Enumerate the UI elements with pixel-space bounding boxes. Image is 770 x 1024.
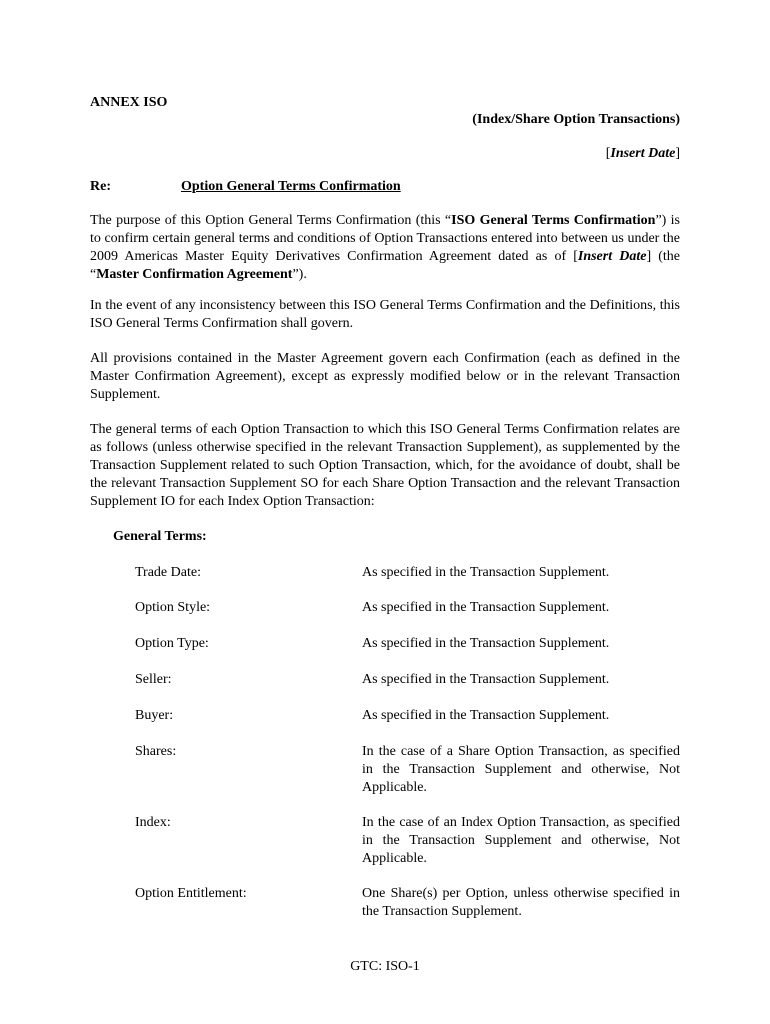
- re-title: Option General Terms Confirmation: [181, 179, 401, 194]
- term-label: Trade Date:: [135, 565, 201, 580]
- term-value: As specified in the Transaction Supplement.: [362, 636, 610, 651]
- term-label: Shares:: [135, 744, 177, 759]
- term-value: As specified in the Transaction Supplement.: [362, 708, 610, 723]
- term-value: As specified in the Transaction Supplement.: [362, 672, 610, 687]
- term-label: Option Style:: [135, 600, 211, 615]
- term-value: In the case of an Index Option Transaction, as specified in the Transaction Supplement and otherwise, Not Applicable.: [362, 815, 680, 866]
- term-value: One Share(s) per Option, unless otherwise specified in the Transaction Supplement.: [362, 886, 680, 919]
- term-label: Option Entitlement:: [135, 886, 247, 901]
- re-label: Re:: [90, 179, 111, 194]
- paragraph-provisions: All provisions contained in the Master Agreement govern each Confirmation (each as defined in the Master Confirmation Agreement), except as expressly modified below or in the relevant Transaction Supplement.: [90, 351, 680, 402]
- document-subtitle: (Index/Share Option Transactions): [472, 112, 680, 127]
- term-value: As specified in the Transaction Supplement.: [362, 600, 610, 615]
- insert-date-placeholder: [Insert Date]: [605, 146, 680, 161]
- term-value: As specified in the Transaction Supplement.: [362, 565, 610, 580]
- general-terms-heading: General Terms:: [113, 529, 207, 544]
- paragraph-general-terms: The general terms of each Option Transaction to which this ISO General Terms Confirmation relates are as follows (unless otherwise specified in the relevant Transaction Supplement), as supplemented by the Transaction Supplement related to such Option Transaction, which, for the avoidance of doubt, shall be the relevant Transaction Supplement SO for each Share Option Transaction and the relevant Transaction Supplement IO for each Index Option Transaction:: [90, 422, 680, 509]
- term-label: Seller:: [135, 672, 172, 687]
- term-value: In the case of a Share Option Transaction, as specified in the Transaction Supplement and otherwise, Not Applicable.: [362, 744, 680, 795]
- annex-title: ANNEX ISO: [90, 95, 168, 110]
- page-footer: GTC: ISO-1: [350, 959, 420, 974]
- paragraph-purpose: The purpose of this Option General Terms Confirmation (this “ISO General Terms Confirmation”) is to confirm certain general terms and conditions of Option Transactions entered into between us under the 2009 Americas Master Equity Derivatives Confirmation Agreement dated as of [Insert Date] (the “Master Confirmation Agreement”).: [90, 213, 681, 282]
- term-label: Index:: [135, 815, 171, 830]
- term-label: Option Type:: [135, 636, 209, 651]
- paragraph-inconsistency: In the event of any inconsistency between this ISO General Terms Confirmation and the Definitions, this ISO General Terms Confirmation shall govern.: [90, 298, 680, 331]
- term-label: Buyer:: [135, 708, 174, 723]
